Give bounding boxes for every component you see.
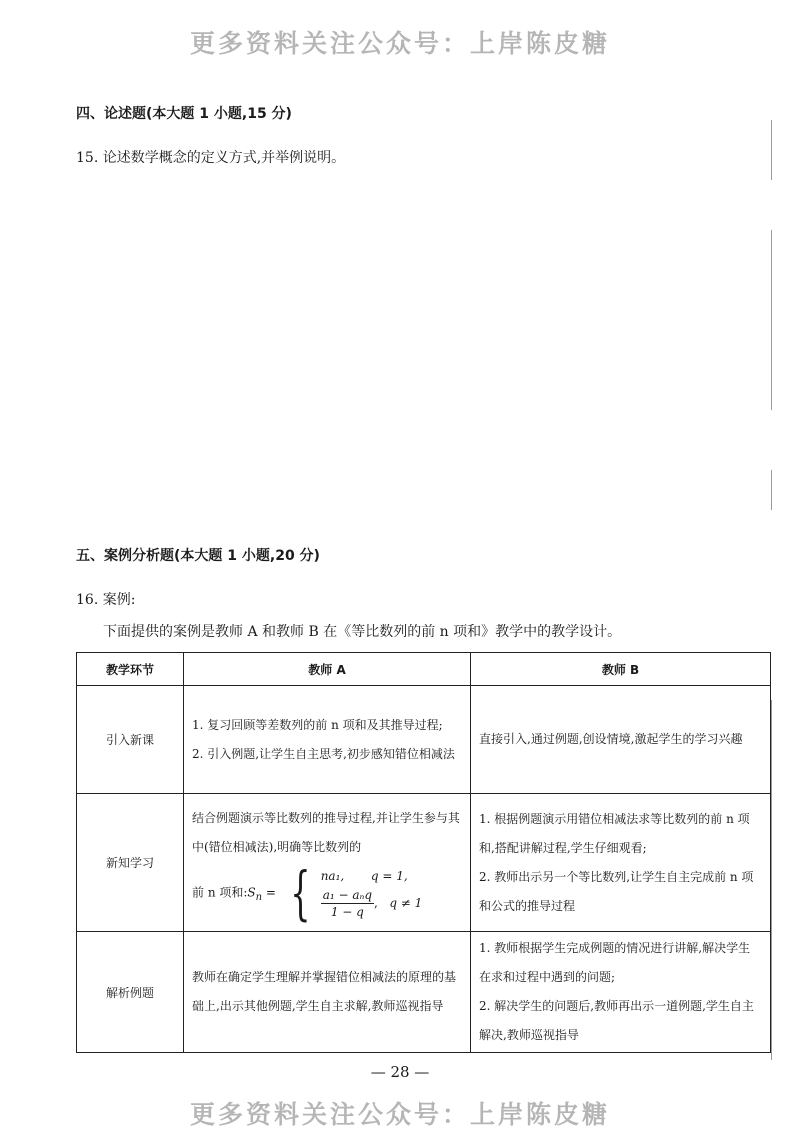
header-stage: 教学环节: [77, 653, 184, 686]
teacher-b-cell: [471, 932, 771, 1053]
formula-prefix: 前 n 项和:: [192, 885, 248, 899]
left-brace: {: [290, 858, 311, 927]
cell-line: 2. 解决学生的问题后,教师再出示一道例题,学生自主解决,教师巡视指导: [479, 999, 754, 1042]
page-edge-line: [771, 470, 772, 510]
cell-line: 直接引入,通过例题,创设情境,激起学生的学习兴趣: [479, 732, 743, 746]
watermark-bottom: 更多资料关注公众号：上岸陈皮糖: [189, 1100, 610, 1129]
page-edge-line: [771, 120, 772, 180]
table-row: [77, 686, 771, 794]
cell-line: 1. 复习回顾等差数列的前 n 项和及其推导过程;: [192, 717, 443, 732]
case2-condition: q ≠ 1: [389, 896, 423, 910]
fraction-denominator: 1 − q: [330, 905, 364, 919]
table-row: [77, 794, 771, 932]
cell-line: 结合例题演示等比数列的推导过程,并让学生参与其中(错位相减法),明确等比数列的: [192, 810, 460, 854]
page-number: — 28 —: [370, 1063, 430, 1081]
table-row: [77, 932, 771, 1053]
teacher-a-cell: [184, 794, 471, 932]
section5-heading: 五、案例分析题(本大题 1 小题,20 分): [76, 548, 320, 564]
row-stage: 新知学习: [77, 794, 184, 932]
cell-line: 1. 教师根据学生完成例题的情况进行讲解,解决学生在求和过程中遇到的问题;: [479, 941, 751, 984]
teacher-b-cell: [471, 686, 771, 794]
cell-line: 1. 根据例题演示用错位相减法求等比数列的前 n 项和,搭配讲解过程,学生仔细观看;: [479, 811, 750, 855]
header-teacher-a: 教师 A: [184, 653, 471, 686]
question-16: 16. 案例:: [76, 592, 136, 608]
watermark-top: 更多资料关注公众号：上岸陈皮糖: [189, 29, 610, 58]
teacher-a-cell: [184, 932, 471, 1053]
cell-line: 教师在确定学生理解并掌握错位相减法的原理的基础上,出示其他例题,学生自主求解,教师巡视指导: [192, 970, 457, 1013]
case1-value: na₁,: [320, 869, 345, 883]
cell-line: 2. 引入例题,让学生自主思考,初步感知错位相减法: [192, 746, 455, 761]
formula-case-2: $\frac{\text{a₁ − aₙq}}{1 - q}$ , q ≠ 1: [322, 888, 423, 919]
formula-case-1: [321, 865, 423, 887]
case-intro: 下面提供的案例是教师 A 和教师 B 在《等比数列的前 n 项和》教学中的教学设计。: [103, 624, 622, 640]
teacher-a-cell: [184, 686, 471, 794]
teacher-b-cell: [471, 794, 771, 932]
page-edge-line: [771, 700, 772, 1060]
page-edge-line: [771, 230, 772, 410]
question-15: 15. 论述数学概念的定义方式,并举例说明。: [76, 150, 346, 166]
row-stage: 解析例题: [77, 932, 184, 1053]
section4-heading: 四、论述题(本大题 1 小题,15 分): [76, 106, 292, 122]
header-teacher-b: 教师 B: [471, 653, 771, 686]
case-table: [76, 652, 771, 1053]
fraction: [321, 887, 374, 920]
formula-lhs-sub: n: [255, 891, 263, 903]
sum-formula: 前 n 项和$:S_n$ = { na₁, q = 1, $\frac{\text{a₁ − aₙq}}{1 - q}$ , q ≠ 1: [192, 858, 423, 927]
case1-condition: q = 1,: [370, 869, 408, 883]
cell-line: 2. 教师出示另一个等比数列,让学生自主完成前 n 项和公式的推导过程: [479, 869, 754, 913]
row-stage: 引入新课: [77, 686, 184, 794]
formula-lhs: S: [247, 885, 256, 899]
table-header-row: [77, 653, 771, 686]
fraction-numerator: a₁ − aₙq: [322, 888, 373, 902]
